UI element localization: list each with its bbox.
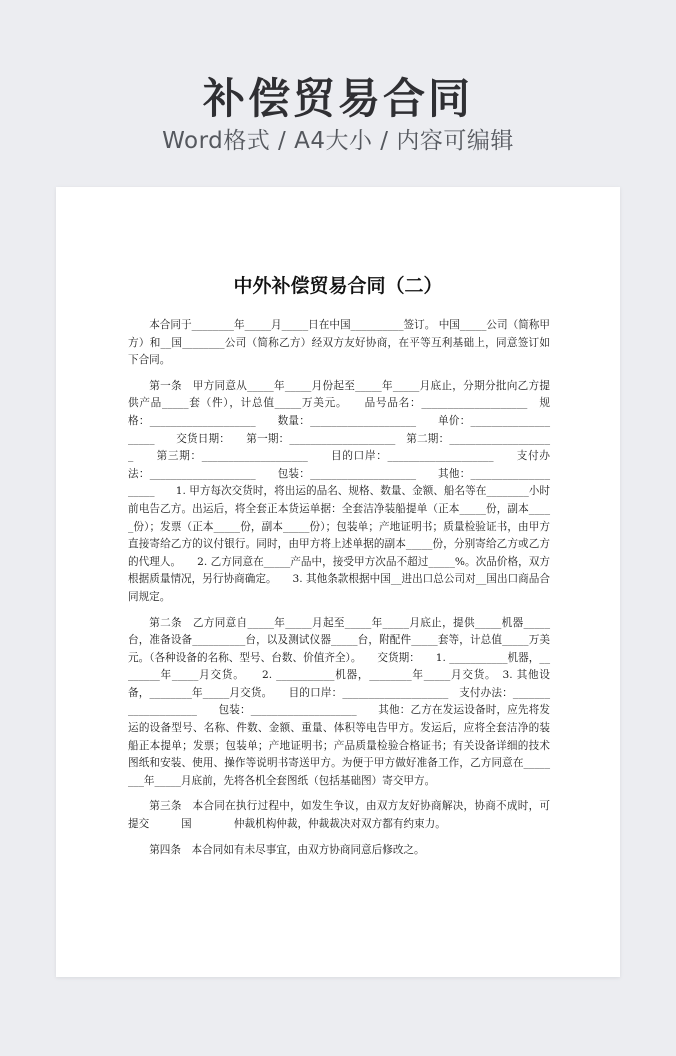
preamble-paragraph: 本合同于________年_____月_____日在中国__________签订。 中国_____公司（简称甲方）和__国________公司（简称乙方）经双方友好协商，在平等互利基础上，同意签订如下合同。 [128, 319, 550, 367]
document-page [56, 187, 620, 977]
document-body [128, 317, 550, 859]
hero-title: 补偿贸易合同 [202, 74, 473, 123]
article-2-paragraph: 第二条 乙方同意自_____年_____月起至_____年_____月底止，提供_____机器_____台，准备设备__________台，以及测试仪器_____台，附配件_____套等，计总值_____万美元。（各种设备的名称、型号、台数、价值齐全）。 交货期： 1. ___________机器，________年_____月交货。 2. ___________机器，________年_____月交货。 3. 其他设备，________年_____月交货。 目的口岸：____________________ 支付办法：____________________ 包装：____________________ 其他：乙方在发运设备时，应先将发运的设备型号、名称、件数、金额、重量、体积等电告甲方。发运后，应将全套洁净的装船正本提单；发票；包装单；产地证明书；产品质量检验合格证书；有关设备详细的技术图纸和安装、使用、操作等说明书寄送甲方。为便于甲方做好准备工作，乙方同意在________年_____月底前，先将各机全套图纸（包括基础图）寄交甲方。 [128, 616, 550, 787]
article-3-paragraph: 第三条 本合同在执行过程中，如发生争议，由双方友好协商解决，协商不成时，可提交 国 仲裁机构仲裁，仲裁裁决对双方都有约束力。 [128, 800, 550, 831]
article-4-paragraph: 第四条 本合同如有未尽事宜，由双方协商同意后修改之。 [149, 843, 425, 856]
hero-subtitle: Word格式 / A4大小 / 内容可编辑 [162, 128, 514, 154]
article-1-paragraph: 第一条 甲方同意从_____年_____月份起至_____年_____月底止，分期分批向乙方提供产品_____套（件），计总值_____万美元。 品号品名：____________________ 规格：____________________ 数量：____________________ 单价：____________________ 交货日期： 第一期：____________________ 第二期：____________________ 第三期：____________________ 目的口岸：____________________ 支付办法：____________________ 包装：____________________ 其他：____________________ 1. 甲方每次交货时，将出运的品名、规格、数量、金额、船名等在________小时前电告乙方。出运后，将全套正本货运单据：全套洁净装船提单（正本_____份，副本_____份）；发票（正本_____份，副本_____份）；包装单；产地证明书；质量检验证书，由甲方直接寄给乙方的议付银行。同时，由甲方将上述单据的副本_____份，分别寄给乙方或乙方的代理人。 2. 乙方同意在_____产品中，接受甲方次品不超过_____%。次品价格，双方根据质量情况，另行协商确定。 3. 其他条款根据中国__进出口总公司对__国出口商品合同规定。 [128, 379, 550, 603]
document-title: 中外补偿贸易合同（二） [233, 275, 443, 297]
